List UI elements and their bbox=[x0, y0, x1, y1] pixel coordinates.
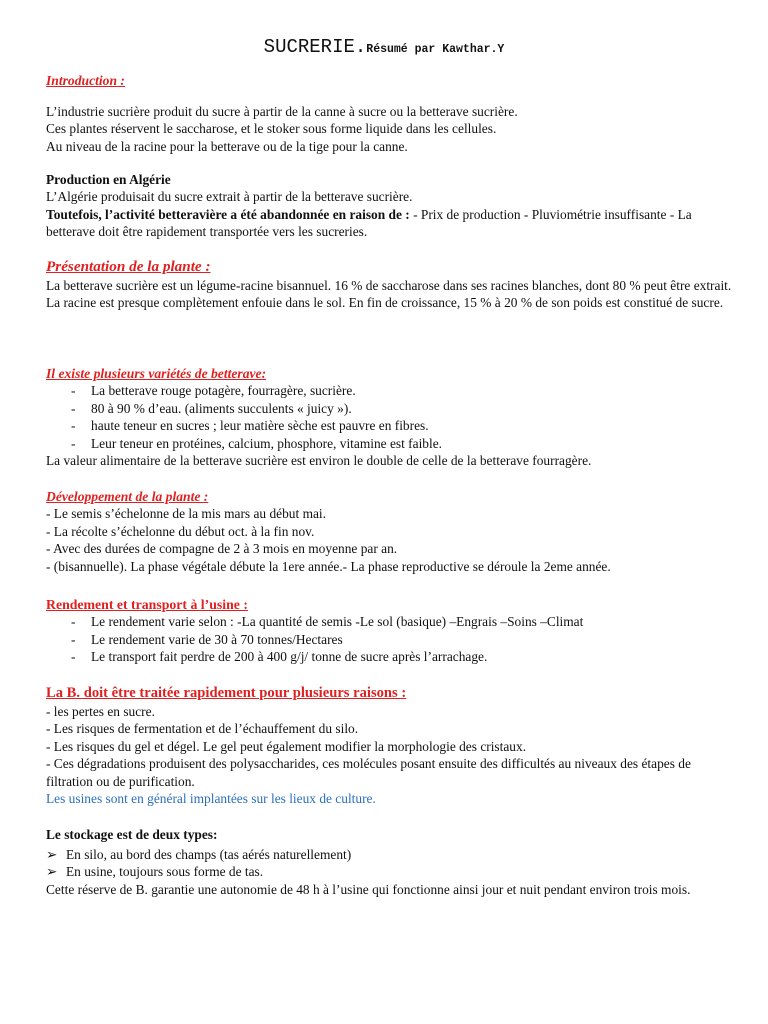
heading-presentation: Présentation de la plante : bbox=[46, 258, 211, 275]
heading-varietes: Il existe plusieurs variétés de betterave: bbox=[46, 366, 267, 381]
paragraph-line: L’Algérie produisait du sucre extrait à partir de la betterave sucrière. bbox=[46, 189, 413, 205]
paragraph: La valeur alimentaire de la betterave sucrière est environ le double de celle de la betterave fourragère. bbox=[46, 453, 592, 469]
section-raisons bbox=[46, 685, 736, 702]
section-algerie bbox=[46, 171, 736, 241]
paragraph-line: - les pertes en sucre. bbox=[46, 704, 155, 719]
paragraph-line: Au niveau de la racine pour la betterave ou de la tige pour la canne. bbox=[46, 138, 408, 154]
arrow-bullet-icon: ➢ bbox=[46, 847, 58, 862]
introduction-body bbox=[46, 103, 736, 155]
heading-algerie: Production en Algérie bbox=[46, 172, 171, 187]
section-presentation bbox=[46, 258, 736, 275]
section-introduction bbox=[46, 72, 736, 89]
paragraph-line: - Avec des durées de compagne de 2 à 3 mois en moyenne par an. bbox=[46, 541, 398, 557]
presentation-body bbox=[46, 277, 736, 312]
varietes-list bbox=[46, 382, 736, 452]
list-item: ➢ En silo, au bord des champs (tas aérés naturellement) bbox=[46, 847, 352, 862]
section-varietes bbox=[46, 365, 736, 469]
heading-rendement: Rendement et transport à l’usine : bbox=[46, 597, 248, 612]
paragraph: La racine est presque complètement enfouie dans le sol. En fin de croissance, 15 % à 20 % de son poids est constitué de sucre. bbox=[46, 295, 724, 311]
list-item: - haute teneur en sucres ; leur matière sèche est pauvre en fibres. bbox=[71, 418, 429, 434]
heading-introduction: Introduction : bbox=[46, 73, 125, 88]
paragraph-text: - Prix de production - Pluviométrie insuffisante - La betterave doit être rapidement transportée vers les sucreries. bbox=[46, 206, 692, 240]
title-main: SUCRERIE. bbox=[263, 36, 367, 58]
list-item: - Le transport fait perdre de 200 à 400 g/j/ tonne de sucre après l’arrachage. bbox=[71, 649, 488, 665]
section-stockage bbox=[46, 826, 736, 843]
raisons-body bbox=[46, 703, 736, 807]
paragraph-line: Ces plantes réservent le saccharose, et le stoker sous forme liquide dans les cellules. bbox=[46, 121, 497, 137]
section-rendement bbox=[46, 596, 736, 666]
paragraph-line: - La récolte s’échelonne du début oct. à la fin nov. bbox=[46, 523, 315, 539]
paragraph-algerie-reasons bbox=[46, 206, 736, 241]
paragraph-line: - (bisannuelle). La phase végétale débute la 1ere année.- La phase reproductive se déroule la 2eme année. bbox=[46, 558, 611, 574]
list-item: - Le rendement varie de 30 à 70 tonnes/Hectares bbox=[71, 631, 343, 647]
heading-raisons: La B. doit être traitée rapidement pour plusieurs raisons : bbox=[46, 685, 407, 701]
title-subtitle: Résumé par Kawthar.Y bbox=[366, 43, 505, 56]
paragraph-line: - Les risques de fermentation et de l’échauffement du silo. bbox=[46, 721, 359, 737]
list-item: ➢ En usine, toujours sous forme de tas. bbox=[46, 864, 264, 880]
list-item: - La betterave rouge potagère, fourragère, sucrière. bbox=[71, 383, 356, 399]
paragraph-line: - Les risques du gel et dégel. Le gel peut également modifier la morphologie des cristaux. bbox=[46, 738, 527, 754]
rendement-list bbox=[46, 613, 736, 665]
list-item: - Leur teneur en protéines, calcium, phosphore, vitamine est faible. bbox=[71, 435, 443, 451]
list-item: - 80 à 90 % d’eau. (aliments succulents « juicy »). bbox=[71, 400, 352, 416]
arrow-bullet-icon: ➢ bbox=[46, 864, 58, 880]
heading-stockage: Le stockage est de deux types: bbox=[46, 827, 218, 842]
paragraph-line: - Ces dégradations produisent des polysaccharides, ces molécules posant ensuite des difficultés au niveaux des étapes de filtration ou de purification. bbox=[46, 756, 691, 789]
list-item: - Le rendement varie selon : -La quantité de semis -Le sol (basique) –Engrais –Soins –Climat bbox=[71, 614, 584, 630]
section-developpement bbox=[46, 488, 736, 575]
document-title bbox=[0, 36, 768, 61]
paragraph-line: L’industrie sucrière produit du sucre à partir de la canne à sucre ou la betterave sucrière. bbox=[46, 104, 518, 119]
paragraph: La betterave sucrière est un légume-racine bisannuel. 16 % de saccharose dans ses racines blanches, dont 80 % peut être extrait. bbox=[46, 278, 732, 293]
bold-text: Toutefois, l’activité betteravière a été abandonnée en raison de : bbox=[46, 206, 410, 222]
blue-note: Les usines sont en général implantées sur les lieux de culture. bbox=[46, 791, 376, 807]
paragraph-line: - Le semis s’échelonne de la mis mars au début mai. bbox=[46, 506, 327, 522]
paragraph: Cette réserve de B. garantie une autonomie de 48 h à l’usine qui fonctionne ainsi jour et nuit pendant environ trois mois. bbox=[46, 881, 691, 897]
stockage-body bbox=[46, 846, 736, 898]
heading-developpement: Développement de la plante : bbox=[46, 489, 209, 504]
